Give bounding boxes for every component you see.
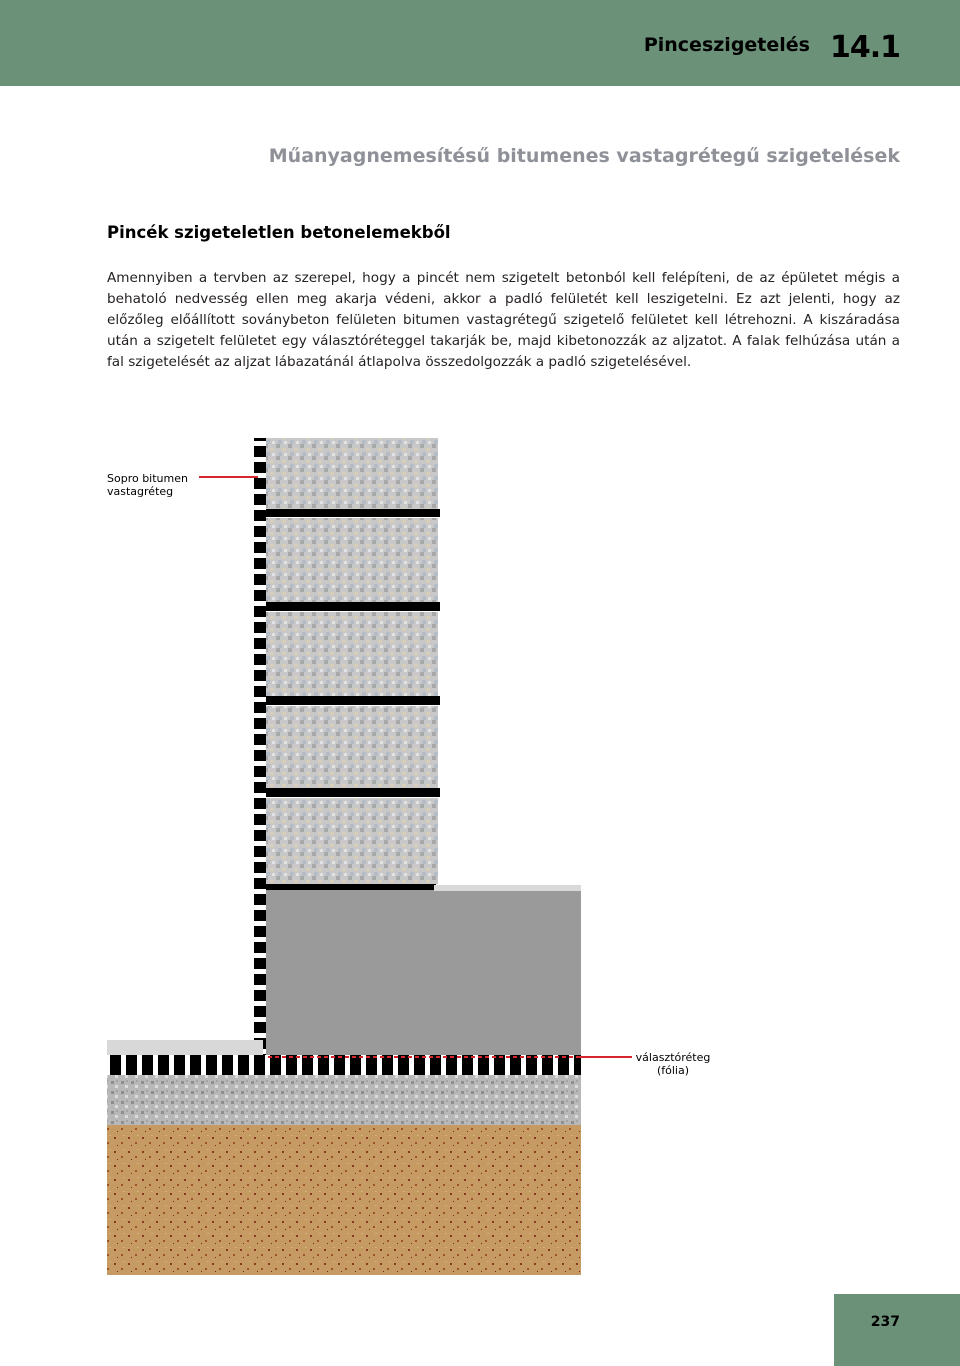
lean-concrete-top xyxy=(107,1040,263,1056)
mortar-joint xyxy=(264,509,440,517)
label-bitumen-layer: Sopro bitumen vastagréteg xyxy=(107,472,188,498)
page-title: Műanyagnemesítésű bitumenes vastagrétegű szigetelések xyxy=(268,145,900,167)
wall-blocks xyxy=(266,438,438,884)
concrete-floor-slab xyxy=(266,890,581,1055)
page-number: 237 xyxy=(870,1314,900,1330)
wall-block xyxy=(266,612,438,696)
wall-block xyxy=(266,518,438,602)
body-paragraph: Amennyiben a tervben az szerepel, hogy a pincét nem szigetelt betonból kell felépíteni, de az épületet mégis a behatoló nedvesség ellen meg akarja védeni, akkor a padló felületét kell leszigetelni. Ez azt jelenti, hogy az előzőleg előállított soványbeton felületen bitumen vastagrétegű szigetelő felületet kell létrehozni. A kiszáradása után a szigetelt felületet egy választóréteggel takarják be, majd kibetonozzák az aljzatot. A falak felhúzása után a fal szigetelését az aljzat lábazatánál átlapolva összedolgozzák a padló szigetelésével. xyxy=(107,270,900,370)
wall-block xyxy=(266,438,438,510)
mortar-joint xyxy=(264,696,440,705)
section-heading: Pincék szigeteletlen betonelemekből xyxy=(107,223,451,242)
section-title: Pinceszigetelés xyxy=(643,34,810,56)
gravel-layer xyxy=(107,1075,581,1125)
chapter-number: 14.1 xyxy=(829,30,900,65)
wall-block xyxy=(266,798,438,884)
mortar-joint xyxy=(264,602,440,611)
wall-block xyxy=(266,706,438,788)
bitumen-wall-layer xyxy=(254,438,266,1056)
slab-edge xyxy=(434,885,581,891)
soil-layer xyxy=(107,1125,581,1275)
mortar-joint xyxy=(264,788,440,797)
page-number-box xyxy=(834,1294,960,1366)
label-separator-layer: választóréteg (fólia) xyxy=(635,1051,711,1077)
